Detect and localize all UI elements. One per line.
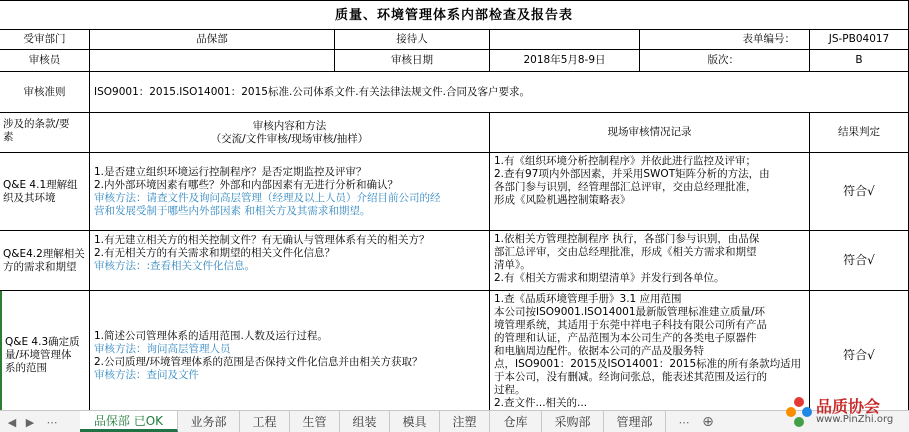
row1-record[interactable]: 1.有《组织环境分析控制程序》并依此进行监控及评审； 2.查有97项内外部因素，并采用SWOT矩阵分析的方法，由 各部门参与识别，经管理部汇总评审，交由总经理批准， 形成《风险机遇控制策略表》 (490, 153, 810, 231)
watermark-logo (784, 392, 909, 432)
col-header-record: 现场审核情况记录 (490, 113, 810, 153)
sheet-tab-business[interactable]: 业务部 (178, 411, 240, 432)
sheet-tab-purchasing[interactable]: 采购部 (542, 411, 604, 432)
sheet-tab-injection[interactable]: 注塑 (440, 411, 490, 432)
add-sheet-icon[interactable]: ⊕ (702, 414, 714, 430)
tab-scroll-right-icon[interactable]: ▶ (25, 415, 35, 429)
dept-label: 受审部门 (0, 30, 90, 50)
row1-content[interactable] (90, 153, 490, 231)
row2-content[interactable] (90, 231, 490, 291)
row3-content-line: 2.公司质理/环境管理体系的范围是否保持文件化信息并由相关方获取？ (94, 355, 423, 368)
sheet-tab-production[interactable]: 生管 (290, 411, 340, 432)
auditor-value[interactable] (90, 50, 335, 72)
row3-clause[interactable]: Q&E 4.3确定质 量/环境管理体 系的范围 (0, 291, 90, 410)
date-value[interactable]: 2018年5月8-9日 (490, 50, 640, 72)
row2-content-line: 1.有无建立相关方的相关控制文件？有无确认与管理体系有关的相关方？ (94, 234, 430, 246)
auditor-label: 审核员 (0, 50, 90, 72)
row3-audit-method: 审核方法：询问高层管理人员 (94, 342, 231, 355)
tab-more-icon[interactable]: ⋯ (46, 415, 58, 429)
criteria-label: 审核准则 (0, 72, 90, 113)
row3-result[interactable]: 符合√ (810, 291, 909, 410)
row3-audit-method: 审核方法：查问及文件 (94, 368, 199, 381)
row1-result[interactable]: 符合√ (810, 153, 909, 231)
col-header-result: 结果判定 (810, 113, 909, 153)
tab-scroll-left-icon[interactable]: ◀ (7, 415, 17, 429)
form-no-label: 表单编号： (640, 30, 810, 50)
row2-audit-method: 审核方法：:查看相关文件化信息。 (94, 260, 256, 272)
sheet-tab-warehouse[interactable]: 仓库 (490, 411, 542, 432)
row1-clause[interactable]: Q&E 4.1理解组 织及其环境 (0, 153, 90, 231)
form-no-value[interactable]: JS-PB04017 (810, 30, 909, 50)
row2-clause[interactable]: Q&E4.2理解相关 方的需求和期望 (0, 231, 90, 291)
col-header-content: 审核内容和方法 （交流/文件审核/现场审核/抽样） (90, 113, 490, 153)
row1-audit-method: 审核方法：请查文件及询问高层管理（经理及以上人员）介绍目前公司的经 (94, 191, 441, 204)
row1-content-line: 1.是否建立组织环境运行控制程序？是否定期监控及评审？ (94, 165, 367, 178)
sheet-tab-engineering[interactable]: 工程 (240, 411, 290, 432)
receiver-value[interactable] (490, 30, 640, 50)
row2-content-line: 2.有无相关方的有关需求和期望的相关文件化信息？ (94, 247, 336, 259)
row1-content-line: 2.内外部环境因素有哪些？外部和内部因素有无进行分析和确认？ (94, 178, 399, 191)
sheet-tab-management[interactable]: 管理部 (604, 411, 666, 432)
row3-record[interactable]: 1.查《品质环境管理手册》3.1 应用范围 本公司按ISO9001.ISO14001最新版管理标准建立质量/环 境管理系统，其适用于东莞中祥电子科技有限公司所有产品 的管理和认证，产品范围为本公司生产的各类电子原器件 和电脑周边配件。依据本公司的产品及服务特 点，ISO9001：2015及ISO14001：2015标准的所有条款均适用 于本公司，没有删减。经询问张总，能表述其范围及运行的 过程。 2.查文件...相关的... (490, 291, 810, 410)
receiver-label: 接待人 (335, 30, 490, 50)
row2-record[interactable]: 1.依相关方管理控制程序 执行，各部门参与识别，由品保 部汇总评审，交由总经理批准，形成《相关方需求和期望 清单》。 2.有《相关方需求和期望清单》并发行到各单位。 (490, 231, 810, 291)
version-label: 版次： (640, 50, 810, 72)
criteria-value[interactable]: ISO9001：2015.ISO14001：2015标准.公司体系文件.有关法律法规文件.合同及客户要求。 (90, 72, 909, 113)
row3-content-line: 1.简述公司管理体系的适用范围.人数及运行过程。 (94, 329, 328, 342)
col-header-clause: 涉及的条款/要 素 (0, 113, 90, 153)
sheet-tab-bar (0, 410, 909, 432)
row3-content[interactable] (90, 291, 490, 410)
watermark-name: 品质协会 (816, 397, 881, 416)
logo-icon (784, 394, 814, 430)
sheet-tab-mold[interactable]: 模具 (390, 411, 440, 432)
dept-value[interactable]: 品保部 (90, 30, 335, 50)
sheet-tab-assembly[interactable]: 组装 (340, 411, 390, 432)
row2-result[interactable]: 符合√ (810, 231, 909, 291)
more-sheets-icon[interactable]: ⋯ (678, 415, 690, 429)
row1-audit-method: 营和发展受制于哪些内外部因素 和相关方及其需求和期望。 (94, 204, 371, 217)
version-value[interactable]: B (810, 50, 909, 72)
date-label: 审核日期 (335, 50, 490, 72)
page-title: 质量、环境管理体系内部检查及报告表 (0, 0, 909, 30)
sheet-tab-quality[interactable]: 品保部 已OK (80, 411, 178, 432)
watermark-url: www.PinZhi.org (816, 414, 894, 425)
